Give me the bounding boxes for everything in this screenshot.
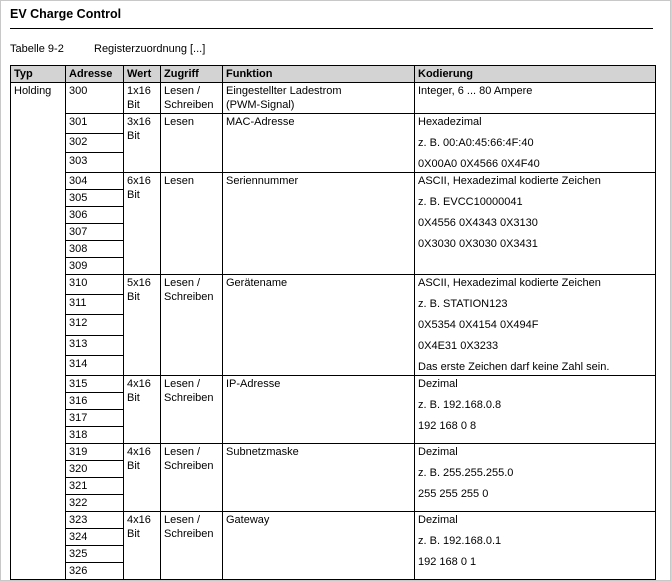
wert-cell-line: 6x16 bbox=[127, 175, 151, 187]
kodierung-cell bbox=[415, 376, 656, 444]
kodierung-cell-line: Dezimal bbox=[418, 446, 458, 458]
header-zugriff: Zugriff bbox=[161, 66, 223, 83]
address-cell: 307 bbox=[66, 224, 124, 241]
address-cell: 316 bbox=[66, 393, 124, 410]
address-cell: 323 bbox=[66, 512, 124, 529]
kodierung-cell bbox=[415, 512, 656, 580]
wert-cell-line: 5x16 bbox=[127, 277, 151, 289]
wert-cell-line: Bit bbox=[127, 99, 140, 111]
address-cell: 313 bbox=[66, 335, 124, 355]
table-body bbox=[11, 83, 656, 580]
wert-cell-line: Bit bbox=[127, 291, 140, 303]
zugriff-cell-line: Lesen / bbox=[164, 277, 201, 289]
kodierung-cell-line: z. B. STATION123 bbox=[418, 298, 508, 310]
wert-cell-line: Bit bbox=[127, 392, 140, 404]
kodierung-cell-line: Dezimal bbox=[418, 514, 458, 526]
kodierung-cell-line: ASCII, Hexadezimal kodierte Zeichen bbox=[418, 175, 601, 187]
address-cell: 303 bbox=[66, 153, 124, 173]
kodierung-cell-line: z. B. 255.255.255.0 bbox=[418, 467, 514, 479]
zugriff-cell-line: Lesen bbox=[164, 116, 194, 128]
address-cell: 326 bbox=[66, 563, 124, 580]
zugriff-cell-line: Lesen bbox=[164, 175, 194, 187]
funktion-cell-line: Subnetzmaske bbox=[226, 446, 299, 458]
funktion-cell-line: Seriennummer bbox=[226, 175, 299, 187]
table-row bbox=[11, 512, 656, 529]
wert-cell-line: Bit bbox=[127, 130, 140, 142]
header-kodierung: Kodierung bbox=[415, 66, 656, 83]
address-cell: 311 bbox=[66, 295, 124, 315]
zugriff-cell-line: Lesen / bbox=[164, 85, 201, 97]
zugriff-cell-line: Lesen / bbox=[164, 378, 201, 390]
table-row bbox=[11, 114, 656, 134]
kodierung-cell-line: z. B. 00:A0:45:66:4F:40 bbox=[418, 137, 534, 149]
kodierung-cell bbox=[415, 444, 656, 512]
kodierung-cell-line: 0X00A0 0X4566 0X4F40 bbox=[418, 158, 540, 170]
wert-cell bbox=[124, 376, 161, 444]
zugriff-cell-line: Schreiben bbox=[164, 99, 214, 111]
table-row bbox=[11, 275, 656, 295]
wert-cell-line: Bit bbox=[127, 460, 140, 472]
address-cell: 309 bbox=[66, 258, 124, 275]
address-cell: 305 bbox=[66, 190, 124, 207]
funktion-cell bbox=[223, 114, 415, 173]
zugriff-cell bbox=[161, 444, 223, 512]
kodierung-cell-line: 0X4E31 0X3233 bbox=[418, 340, 499, 352]
funktion-cell bbox=[223, 512, 415, 580]
table-header-row bbox=[11, 66, 656, 83]
zugriff-cell bbox=[161, 83, 223, 114]
table-caption-text: Registerzuordnung [...] bbox=[94, 43, 206, 55]
address-cell: 320 bbox=[66, 461, 124, 478]
address-cell: 321 bbox=[66, 478, 124, 495]
table-caption bbox=[10, 43, 205, 55]
kodierung-cell-line: 255 255 255 0 bbox=[418, 488, 489, 500]
address-cell: 317 bbox=[66, 410, 124, 427]
header-wert: Wert bbox=[124, 66, 161, 83]
kodierung-cell-line: ASCII, Hexadezimal kodierte Zeichen bbox=[418, 277, 601, 289]
funktion-cell bbox=[223, 173, 415, 275]
type-cell: Holding bbox=[11, 83, 66, 580]
address-cell: 312 bbox=[66, 315, 124, 335]
header-adresse: Adresse bbox=[66, 66, 124, 83]
wert-cell bbox=[124, 83, 161, 114]
wert-cell bbox=[124, 114, 161, 173]
address-cell: 315 bbox=[66, 376, 124, 393]
wert-cell-line: 4x16 bbox=[127, 514, 151, 526]
funktion-cell-line: Eingestellter Ladestrom bbox=[226, 85, 342, 97]
header-typ: Typ bbox=[11, 66, 66, 83]
funktion-cell bbox=[223, 444, 415, 512]
kodierung-cell bbox=[415, 275, 656, 376]
funktion-cell-line: MAC-Adresse bbox=[226, 116, 295, 128]
wert-cell bbox=[124, 275, 161, 376]
zugriff-cell-line: Schreiben bbox=[164, 392, 214, 404]
kodierung-cell bbox=[415, 114, 656, 173]
wert-cell-line: 4x16 bbox=[127, 446, 151, 458]
address-cell: 306 bbox=[66, 207, 124, 224]
address-cell: 324 bbox=[66, 529, 124, 546]
address-cell: 325 bbox=[66, 546, 124, 563]
zugriff-cell bbox=[161, 512, 223, 580]
kodierung-cell-line: Hexadezimal bbox=[418, 116, 482, 128]
table-row bbox=[11, 376, 656, 393]
wert-cell bbox=[124, 444, 161, 512]
kodierung-cell-line: z. B. 192.168.0.8 bbox=[418, 399, 502, 411]
table-row bbox=[11, 173, 656, 190]
funktion-cell-line: Gateway bbox=[226, 514, 270, 526]
table-row bbox=[11, 444, 656, 461]
address-cell: 304 bbox=[66, 173, 124, 190]
zugriff-cell-line: Schreiben bbox=[164, 291, 214, 303]
address-cell: 314 bbox=[66, 355, 124, 375]
funktion-cell-line: Gerätename bbox=[226, 277, 288, 289]
address-cell: 322 bbox=[66, 495, 124, 512]
funktion-cell bbox=[223, 275, 415, 376]
wert-cell-line: 3x16 bbox=[127, 116, 151, 128]
kodierung-cell bbox=[415, 83, 656, 114]
kodierung-cell-line: z. B. EVCC10000041 bbox=[418, 196, 523, 208]
zugriff-cell bbox=[161, 376, 223, 444]
address-cell: 319 bbox=[66, 444, 124, 461]
kodierung-cell bbox=[415, 173, 656, 275]
zugriff-cell-line: Schreiben bbox=[164, 460, 214, 472]
address-cell: 318 bbox=[66, 427, 124, 444]
document-title: EV Charge Control bbox=[10, 7, 122, 21]
kodierung-cell-line: Dezimal bbox=[418, 378, 458, 390]
address-cell: 302 bbox=[66, 133, 124, 153]
kodierung-cell-line: z. B. 192.168.0.1 bbox=[418, 535, 502, 547]
zugriff-cell bbox=[161, 114, 223, 173]
wert-cell-line: 1x16 bbox=[127, 85, 151, 97]
funktion-cell bbox=[223, 376, 415, 444]
address-cell: 310 bbox=[66, 275, 124, 295]
wert-cell bbox=[124, 512, 161, 580]
wert-cell-line: Bit bbox=[127, 189, 140, 201]
kodierung-cell-line: 192 168 0 1 bbox=[418, 556, 477, 568]
funktion-cell-line: (PWM-Signal) bbox=[226, 99, 295, 111]
address-cell: 308 bbox=[66, 241, 124, 258]
funktion-cell-line: IP-Adresse bbox=[226, 378, 281, 390]
title-divider bbox=[10, 28, 653, 29]
zugriff-cell-line: Lesen / bbox=[164, 514, 201, 526]
address-cell: 301 bbox=[66, 114, 124, 134]
kodierung-cell-line: 0X4556 0X4343 0X3130 bbox=[418, 217, 538, 229]
wert-cell-line: Bit bbox=[127, 528, 140, 540]
wert-cell bbox=[124, 173, 161, 275]
table-row bbox=[11, 83, 656, 114]
kodierung-cell-line: 0X5354 0X4154 0X494F bbox=[418, 319, 539, 331]
zugriff-cell bbox=[161, 275, 223, 376]
wert-cell-line: 4x16 bbox=[127, 378, 151, 390]
address-cell: 300 bbox=[66, 83, 124, 114]
kodierung-cell-line: 192 168 0 8 bbox=[418, 420, 477, 432]
register-table bbox=[10, 65, 656, 580]
header-funktion: Funktion bbox=[223, 66, 415, 83]
kodierung-cell-line: Das erste Zeichen darf keine Zahl sein. bbox=[418, 361, 610, 373]
funktion-cell bbox=[223, 83, 415, 114]
zugriff-cell-line: Schreiben bbox=[164, 528, 214, 540]
kodierung-cell-line: 0X3030 0X3030 0X3431 bbox=[418, 238, 538, 250]
zugriff-cell bbox=[161, 173, 223, 275]
zugriff-cell-line: Lesen / bbox=[164, 446, 201, 458]
table-caption-label: Tabelle 9-2 bbox=[10, 43, 64, 55]
kodierung-cell-line: Integer, 6 ... 80 Ampere bbox=[418, 85, 533, 97]
